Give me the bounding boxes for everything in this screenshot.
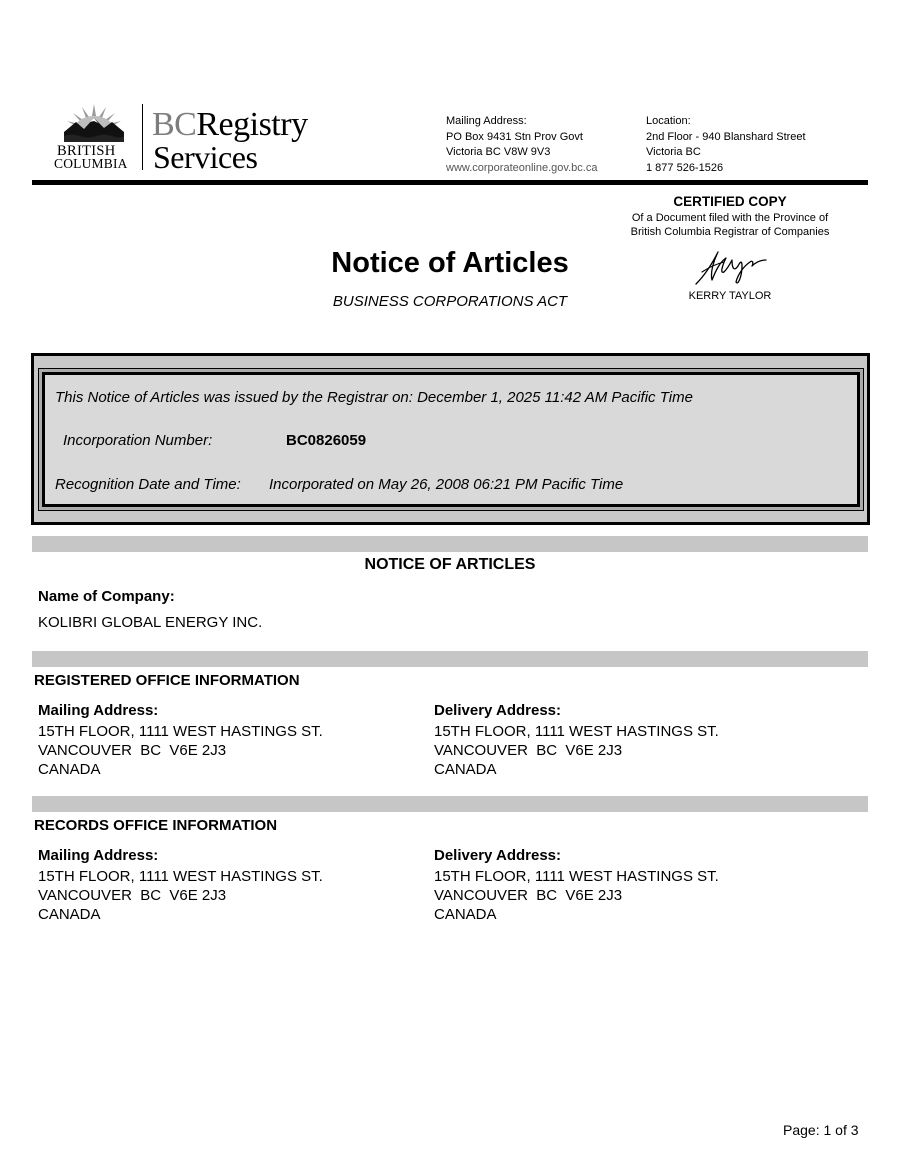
cert-desc-line1: Of a Document filed with the Province of (631, 212, 829, 224)
address-line: CANADA (434, 906, 497, 923)
section-divider-bar (32, 651, 868, 667)
mailing-address-line1: PO Box 9431 Stn Prov Govt (446, 130, 583, 143)
address-line: CANADA (38, 906, 101, 923)
address-line: 15TH FLOOR, 1111 WEST HASTINGS ST. (38, 868, 323, 885)
address-line: VANCOUVER BC V6E 2J3 (434, 887, 623, 904)
address-label: Mailing Address: (38, 847, 159, 864)
address-line: VANCOUVER BC V6E 2J3 (434, 742, 623, 759)
mailing-address-line2: Victoria BC V8W 9V3 (446, 146, 551, 159)
registrar-signature-icon (690, 246, 770, 288)
records-delivery-address (434, 847, 719, 924)
recognition-date-label: Recognition Date and Time: (55, 476, 241, 493)
british-wordmark: BRITISH (57, 143, 116, 159)
brand-divider (142, 104, 143, 170)
brand-registry: Registry (196, 106, 308, 143)
certified-copy-title: CERTIFIED COPY (673, 194, 787, 209)
phone-number: 1 877 526-1526 (646, 161, 724, 174)
address-line: CANADA (434, 761, 497, 778)
address-line: 15TH FLOOR, 1111 WEST HASTINGS ST. (38, 723, 323, 740)
address-line: 15TH FLOOR, 1111 WEST HASTINGS ST. (434, 723, 719, 740)
registered-office-heading: REGISTERED OFFICE INFORMATION (34, 672, 300, 689)
columbia-wordmark: COLUMBIA (54, 156, 128, 171)
issued-statement: This Notice of Articles was issued by the Registrar on: December 1, 2025 11:42 AM Pacific Time (55, 389, 693, 406)
address-label: Delivery Address: (434, 702, 562, 719)
document-subtitle: BUSINESS CORPORATIONS ACT (332, 293, 568, 310)
location-label: Location: (646, 115, 691, 127)
header-rule (32, 180, 868, 185)
incorporation-number-value: BC0826059 (286, 432, 367, 449)
address-line: 15TH FLOOR, 1111 WEST HASTINGS ST. (434, 868, 719, 885)
address-line: CANADA (38, 761, 101, 778)
section-divider-bar (32, 536, 868, 552)
page-number: Page: 1 of 3 (783, 1122, 859, 1138)
brand-services: Services (153, 139, 258, 175)
incorporation-number-label: Incorporation Number: (63, 432, 213, 449)
registrar-name: KERRY TAYLOR (688, 290, 772, 302)
address-label: Delivery Address: (434, 847, 562, 864)
brand-name-line1 (152, 108, 308, 142)
records-office-heading: RECORDS OFFICE INFORMATION (34, 817, 278, 834)
location-line1: 2nd Floor - 940 Blanshard Street (646, 130, 806, 143)
website-link[interactable]: www.corporateonline.gov.bc.ca (446, 161, 598, 174)
registered-delivery-address (434, 702, 719, 779)
cert-desc-line2: British Columbia Registrar of Companies (630, 226, 830, 238)
certified-copy-description (610, 211, 850, 239)
bc-government-logo-icon (62, 102, 126, 142)
address-line: VANCOUVER BC V6E 2J3 (38, 887, 227, 904)
section-divider-bar (32, 796, 868, 812)
registered-mailing-address (38, 702, 323, 779)
location-line2: Victoria BC (646, 146, 701, 159)
mailing-address-label: Mailing Address: (446, 115, 527, 127)
company-name-value: KOLIBRI GLOBAL ENERGY INC. (38, 614, 263, 631)
records-mailing-address (38, 847, 323, 924)
document-title: Notice of Articles (331, 247, 569, 279)
registry-mailing-address (446, 114, 597, 176)
registry-location (646, 114, 806, 176)
address-line: VANCOUVER BC V6E 2J3 (38, 742, 227, 759)
company-name-label: Name of Company: (38, 588, 175, 605)
brand-bc: BC (152, 106, 197, 143)
address-label: Mailing Address: (38, 702, 159, 719)
recognition-date-value: Incorporated on May 26, 2008 06:21 PM Pacific Time (269, 476, 624, 493)
notice-section-title: NOTICE OF ARTICLES (364, 556, 536, 573)
